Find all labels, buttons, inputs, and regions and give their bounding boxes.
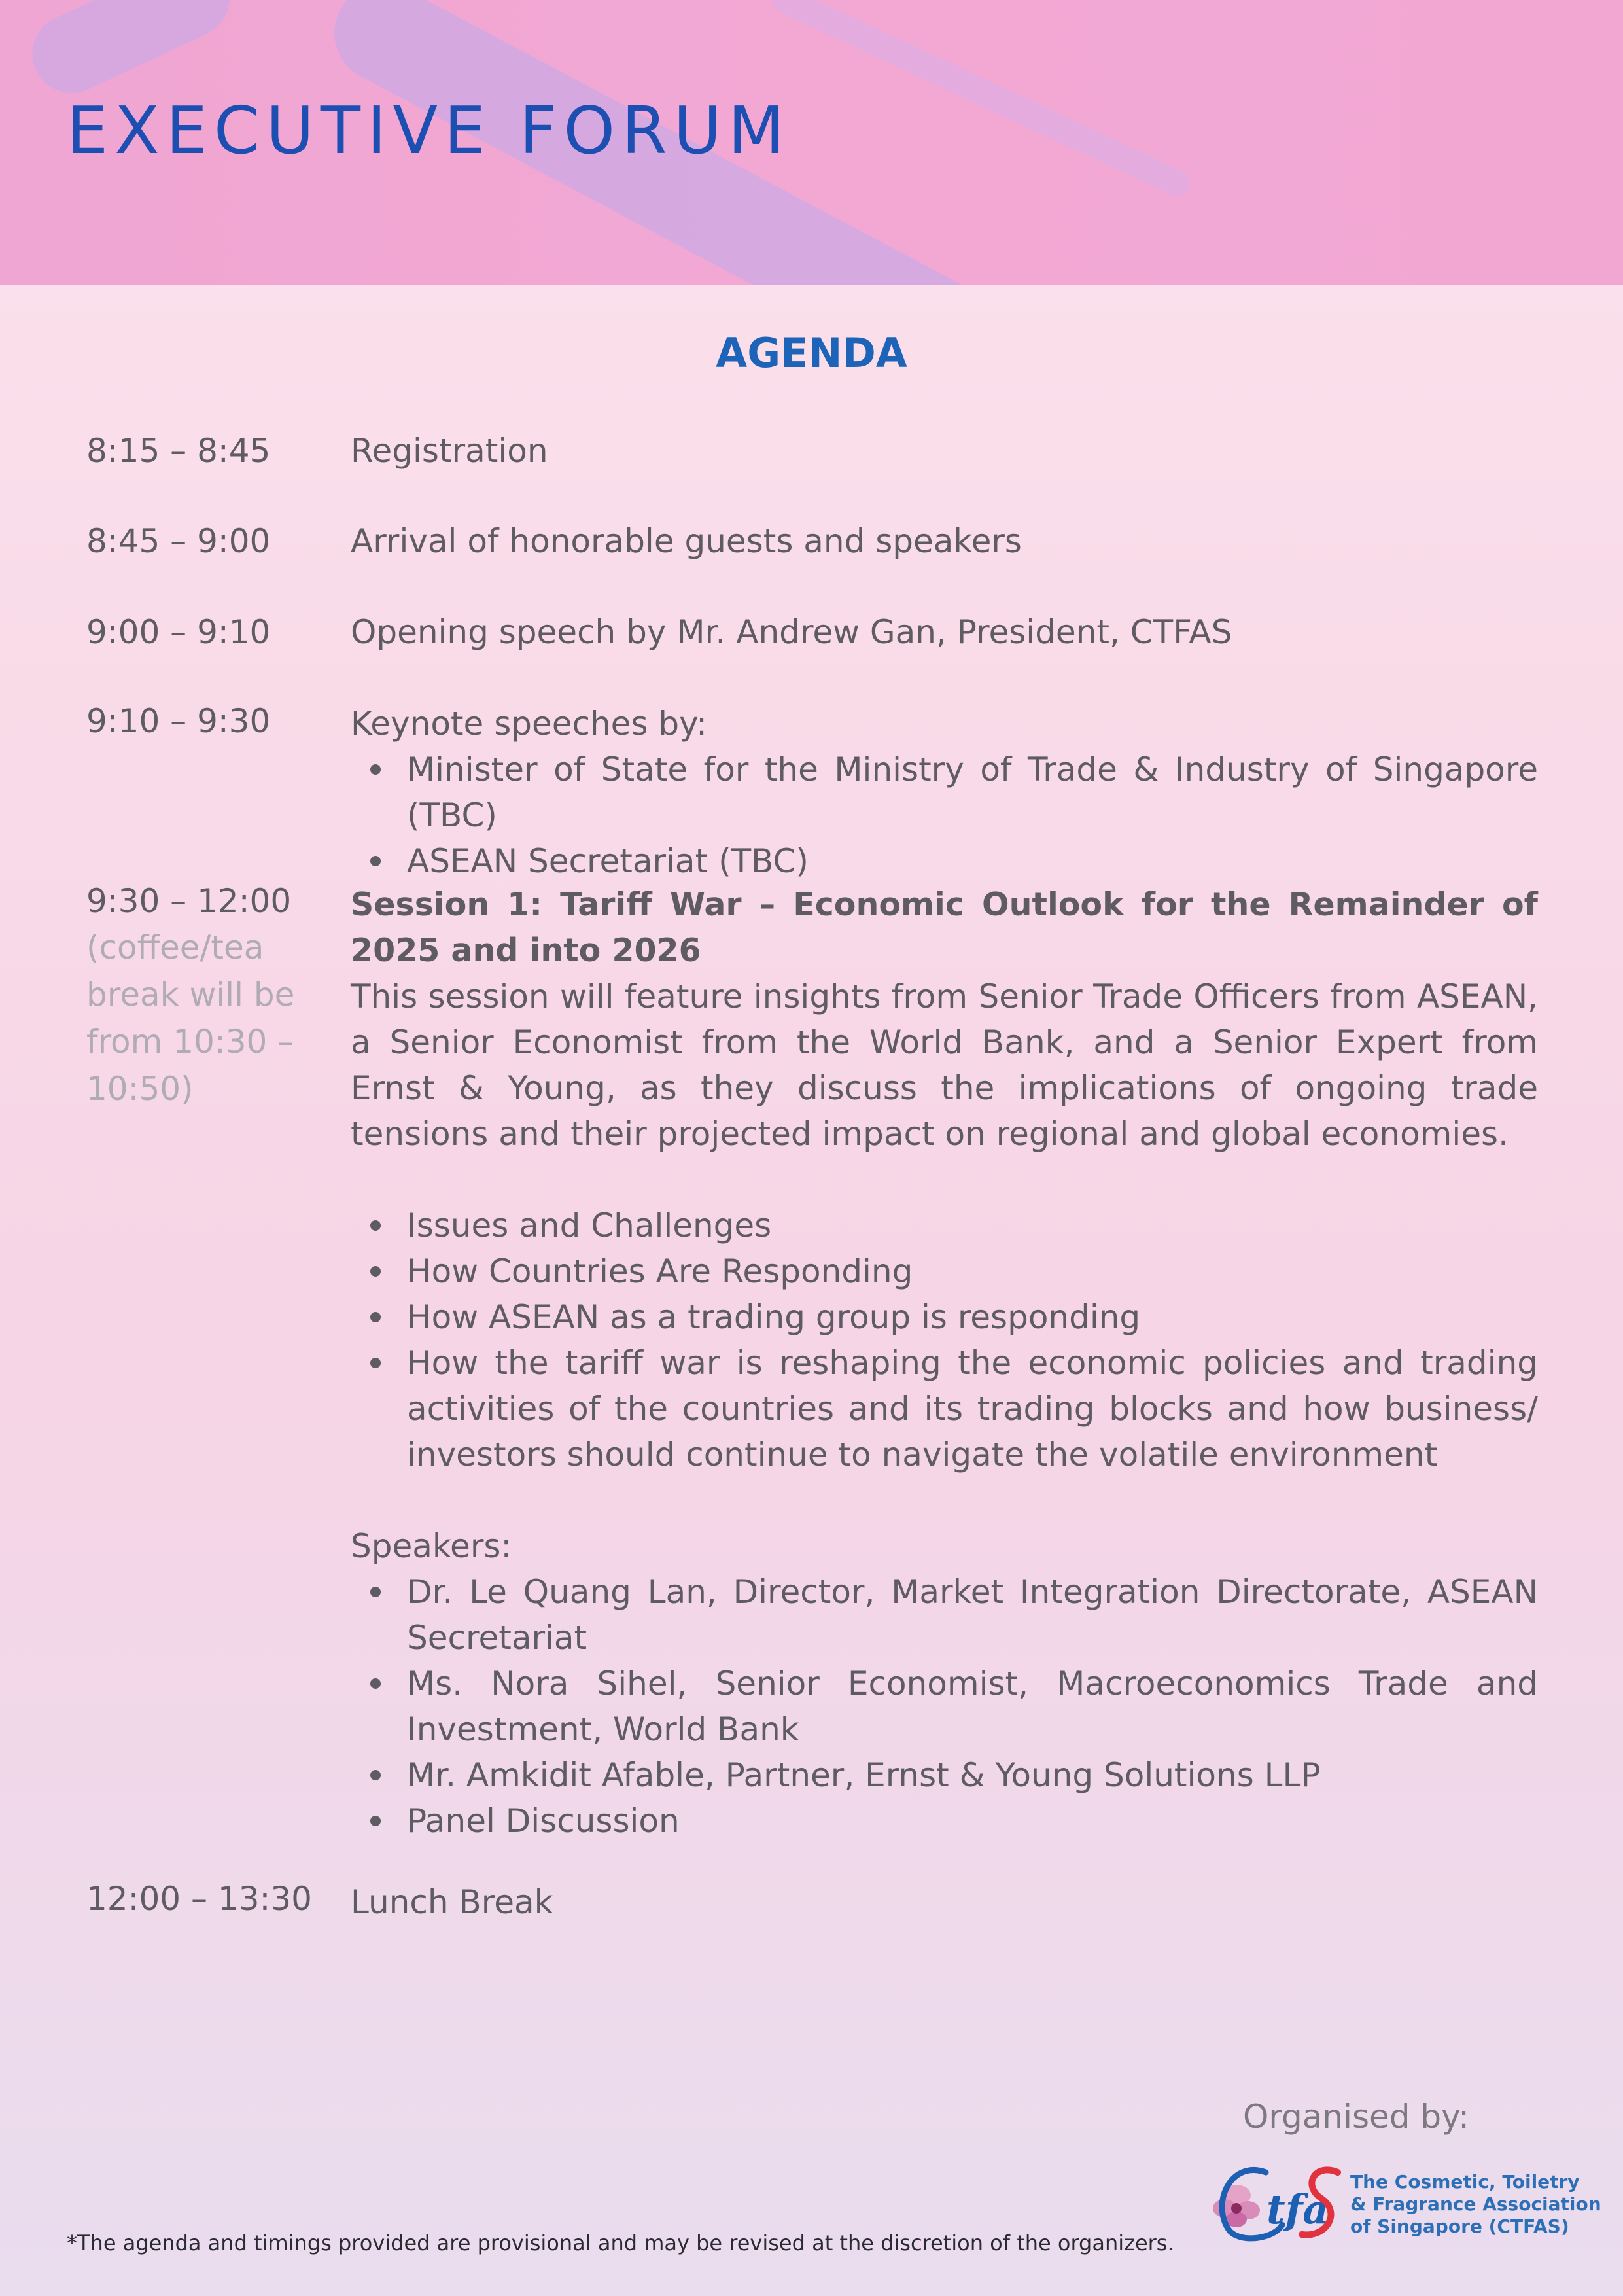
list-item-text: Dr. Le Quang Lan, Director, Market Integration Directorate, ASEAN Secretariat: [407, 1573, 1538, 1657]
spacer: [351, 1477, 1538, 1523]
bullet-icon: [370, 1678, 381, 1689]
bullet-icon: [370, 856, 381, 866]
agenda-item-text: Keynote speeches by:: [351, 705, 707, 743]
disclaimer-footnote: *The agenda and timings provided are provisional and may be revised at the discretion of the organizers.: [67, 2231, 1174, 2255]
bullet-icon: [370, 764, 381, 775]
agenda-item-text: Registration: [351, 432, 548, 470]
session-title: Session 1: Tariff War – Economic Outlook for the Remainder of 2025 and into 2026: [351, 886, 1538, 969]
agenda-item-text: Opening speech by Mr. Andrew Gan, President, CTFAS: [351, 613, 1232, 651]
agenda-item-text: Lunch Break: [351, 1883, 553, 1921]
bullet-icon: [370, 1312, 381, 1322]
break-note: (coffee/tea break will be from 10:30 – 10:50): [86, 928, 295, 1108]
bullet-icon: [370, 1220, 381, 1231]
list-item-text: Minister of State for the Ministry of Trade & Industry of Singapore (TBC): [407, 751, 1538, 834]
organizer-name: [1350, 2171, 1601, 2238]
agenda-time: 9:10 – 9:30: [86, 702, 271, 740]
agenda-heading: AGENDA: [716, 329, 907, 377]
bullet-icon: [370, 1770, 381, 1780]
agenda-time: 9:30 – 12:00: [86, 882, 292, 920]
list-item-text: Mr. Amkidit Afable, Partner, Ernst & Young Solutions LLP: [407, 1756, 1321, 1794]
list-item: [351, 1798, 1538, 1844]
session-description: This session will feature insights from Senior Trade Officers from ASEAN, a Senior Economist from the World Bank, and a Senior Expert from Ernst & Young, as they discuss the implications of ongoing trade tensions and their projected impact on regional and global economies.: [351, 978, 1538, 1153]
agenda-time: 8:45 – 9:00: [86, 522, 271, 560]
banner-decoration: [768, 0, 1194, 200]
list-item-text: Ms. Nora Sihel, Senior Economist, Macroeconomics Trade and Investment, World Bank: [407, 1665, 1538, 1748]
logo-mark: tfa: [1266, 2185, 1329, 2233]
banner-decoration: [20, 0, 243, 106]
ctfas-logo-icon: [1204, 2146, 1348, 2251]
agenda-time: 9:00 – 9:10: [86, 613, 271, 651]
bullet-icon: [370, 1587, 381, 1597]
list-item: [351, 747, 1538, 838]
spacer: [351, 1157, 1538, 1203]
agenda-time: 12:00 – 13:30: [86, 1880, 312, 1918]
keynote-block: [351, 701, 1538, 884]
list-item-text: How ASEAN as a trading group is responding: [407, 1298, 1141, 1336]
list-item: [351, 1661, 1538, 1752]
agenda-item-text: Arrival of honorable guests and speakers: [351, 522, 1022, 560]
list-item-text: ASEAN Secretariat (TBC): [407, 842, 809, 880]
bullet-icon: [370, 1266, 381, 1277]
list-item: [351, 838, 1538, 884]
list-item: [351, 1752, 1538, 1798]
list-item-text: How the tariff war is reshaping the economic policies and trading activities of the countries and its trading blocks and how business/ investors should continue to navigate the volatile environment: [407, 1344, 1538, 1474]
organizer-name-line: & Fragrance Association: [1350, 2193, 1601, 2215]
speakers-label: Speakers:: [351, 1527, 512, 1565]
agenda-time: 8:15 – 8:45: [86, 432, 271, 470]
page-title: EXECUTIVE FORUM: [67, 92, 792, 169]
list-item: [351, 1294, 1538, 1340]
header-banner: [0, 0, 1623, 285]
list-item-text: Panel Discussion: [407, 1802, 680, 1840]
speakers-list: [351, 1569, 1538, 1844]
organizer-name-line: of Singapore (CTFAS): [1350, 2216, 1569, 2237]
organizer-name-line: The Cosmetic, Toiletry: [1350, 2171, 1580, 2193]
list-item: [351, 1203, 1538, 1248]
session-block: [351, 882, 1538, 1844]
list-item: [351, 1248, 1538, 1294]
list-item-text: How Countries Are Responding: [407, 1252, 913, 1290]
list-item: [351, 1569, 1538, 1661]
bullet-icon: [370, 1358, 381, 1368]
bullet-icon: [370, 1816, 381, 1826]
organised-by-label: Organised by:: [1243, 2098, 1469, 2136]
list-item: [351, 1340, 1538, 1477]
topics-list: [351, 1203, 1538, 1477]
list-item-text: Issues and Challenges: [407, 1207, 772, 1245]
keynote-list: [351, 747, 1538, 884]
